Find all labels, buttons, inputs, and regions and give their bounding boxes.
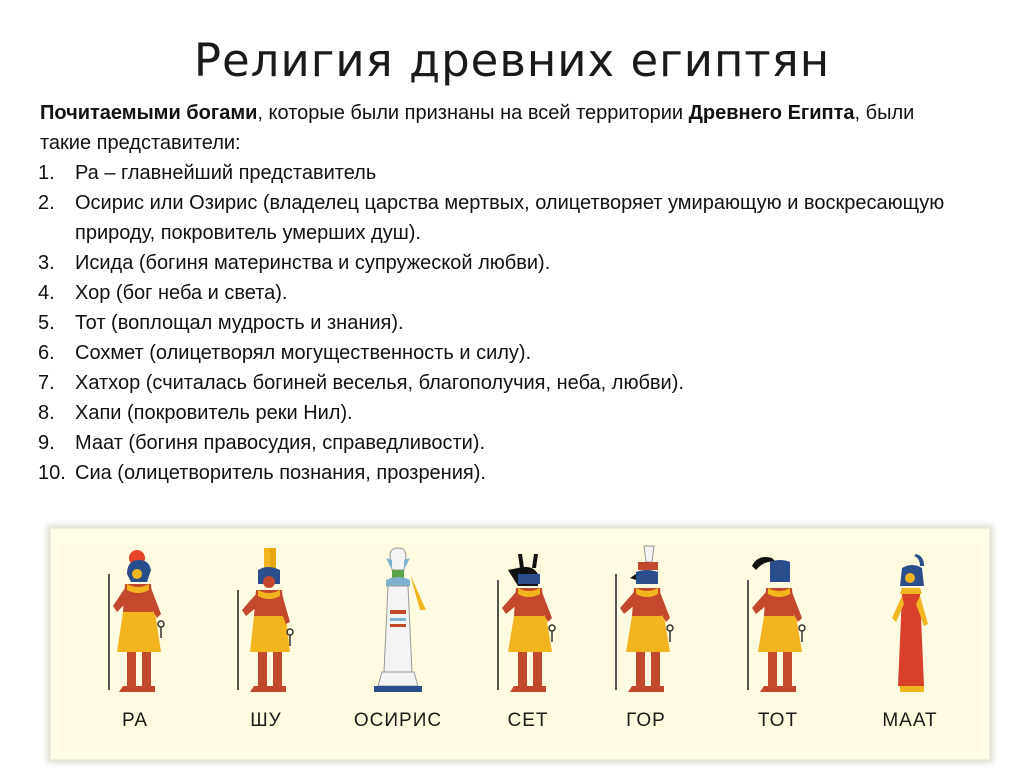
intro-text-1: , которые были признаны на всей территории <box>257 102 689 124</box>
list-item <box>38 428 968 458</box>
thoth-figure-icon <box>718 544 838 704</box>
list-item <box>38 158 968 188</box>
slide-title: Религия древних египтян <box>193 34 831 87</box>
list-item-text: Сохмет (олицетворял могущественность и силу). <box>75 342 532 364</box>
god-label: ТОТ <box>757 710 799 731</box>
intro-text-2: , были такие представители: <box>40 102 915 154</box>
list-item-text: Хор (бог неба и света). <box>75 282 288 304</box>
god-horus <box>586 544 706 750</box>
shu-figure-icon <box>206 544 326 704</box>
list-item-number: 6. <box>38 342 55 364</box>
list-item-number: 1. <box>38 162 55 184</box>
god-label: ОСИРИС <box>353 710 443 731</box>
intro-bold-gods: Почитаемыми богами <box>40 102 258 124</box>
list-item-text: Осирис или Озирис (владелец царства мертвых, олицетворяет умирающую и воскресающую природу, покровитель умерших душ). <box>75 192 945 244</box>
list-item-text: Ра – главнейший представитель <box>75 162 377 184</box>
list-item-number: 2. <box>38 192 55 214</box>
list-item-number: 5. <box>38 312 55 334</box>
list-item-number: 10. <box>38 462 66 484</box>
list-item-number: 8. <box>38 402 55 424</box>
list-item <box>38 308 968 338</box>
list-item-text: Хапи (покровитель реки Нил). <box>75 402 353 424</box>
god-thoth <box>718 544 838 750</box>
horus-figure-icon <box>586 544 706 704</box>
list-item-number: 9. <box>38 432 55 454</box>
list-item-number: 4. <box>38 282 55 304</box>
list-item <box>38 338 968 368</box>
list-item-text: Маат (богиня правосудия, справедливости). <box>75 432 486 454</box>
god-label: СЕТ <box>507 710 549 731</box>
list-item-text: Исида (богиня материнства и супружеской любви). <box>75 252 551 274</box>
osiris-figure-icon <box>338 544 458 704</box>
gods-illustration-background <box>60 542 980 752</box>
list-item <box>38 188 968 248</box>
god-label: ШУ <box>250 710 282 731</box>
list-item <box>38 278 968 308</box>
god-maat <box>850 544 970 750</box>
list-item <box>38 398 968 428</box>
god-label: РА <box>121 710 149 731</box>
ra-figure-icon <box>75 544 195 704</box>
god-osiris <box>338 544 458 750</box>
god-set <box>468 544 588 750</box>
gods-illustration-panel <box>50 528 990 760</box>
list-item <box>38 368 968 398</box>
god-label: ГОР <box>626 710 666 731</box>
set-figure-icon <box>468 544 588 704</box>
list-item <box>38 458 968 488</box>
gods-list <box>38 158 968 488</box>
god-label: МААТ <box>882 710 938 731</box>
list-item-text: Сиа (олицетворитель познания, прозрения). <box>75 462 486 484</box>
intro-paragraph <box>40 98 940 158</box>
list-item-number: 3. <box>38 252 55 274</box>
god-ra <box>75 544 195 750</box>
list-item-text: Хатхор (считалась богиней веселья, благополучия, неба, любви). <box>75 372 684 394</box>
intro-bold-egypt: Древнего Египта <box>688 102 855 124</box>
list-item <box>38 248 968 278</box>
god-shu <box>206 544 326 750</box>
maat-figure-icon <box>850 544 970 704</box>
list-item-number: 7. <box>38 372 55 394</box>
list-item-text: Тот (воплощал мудрость и знания). <box>75 312 404 334</box>
